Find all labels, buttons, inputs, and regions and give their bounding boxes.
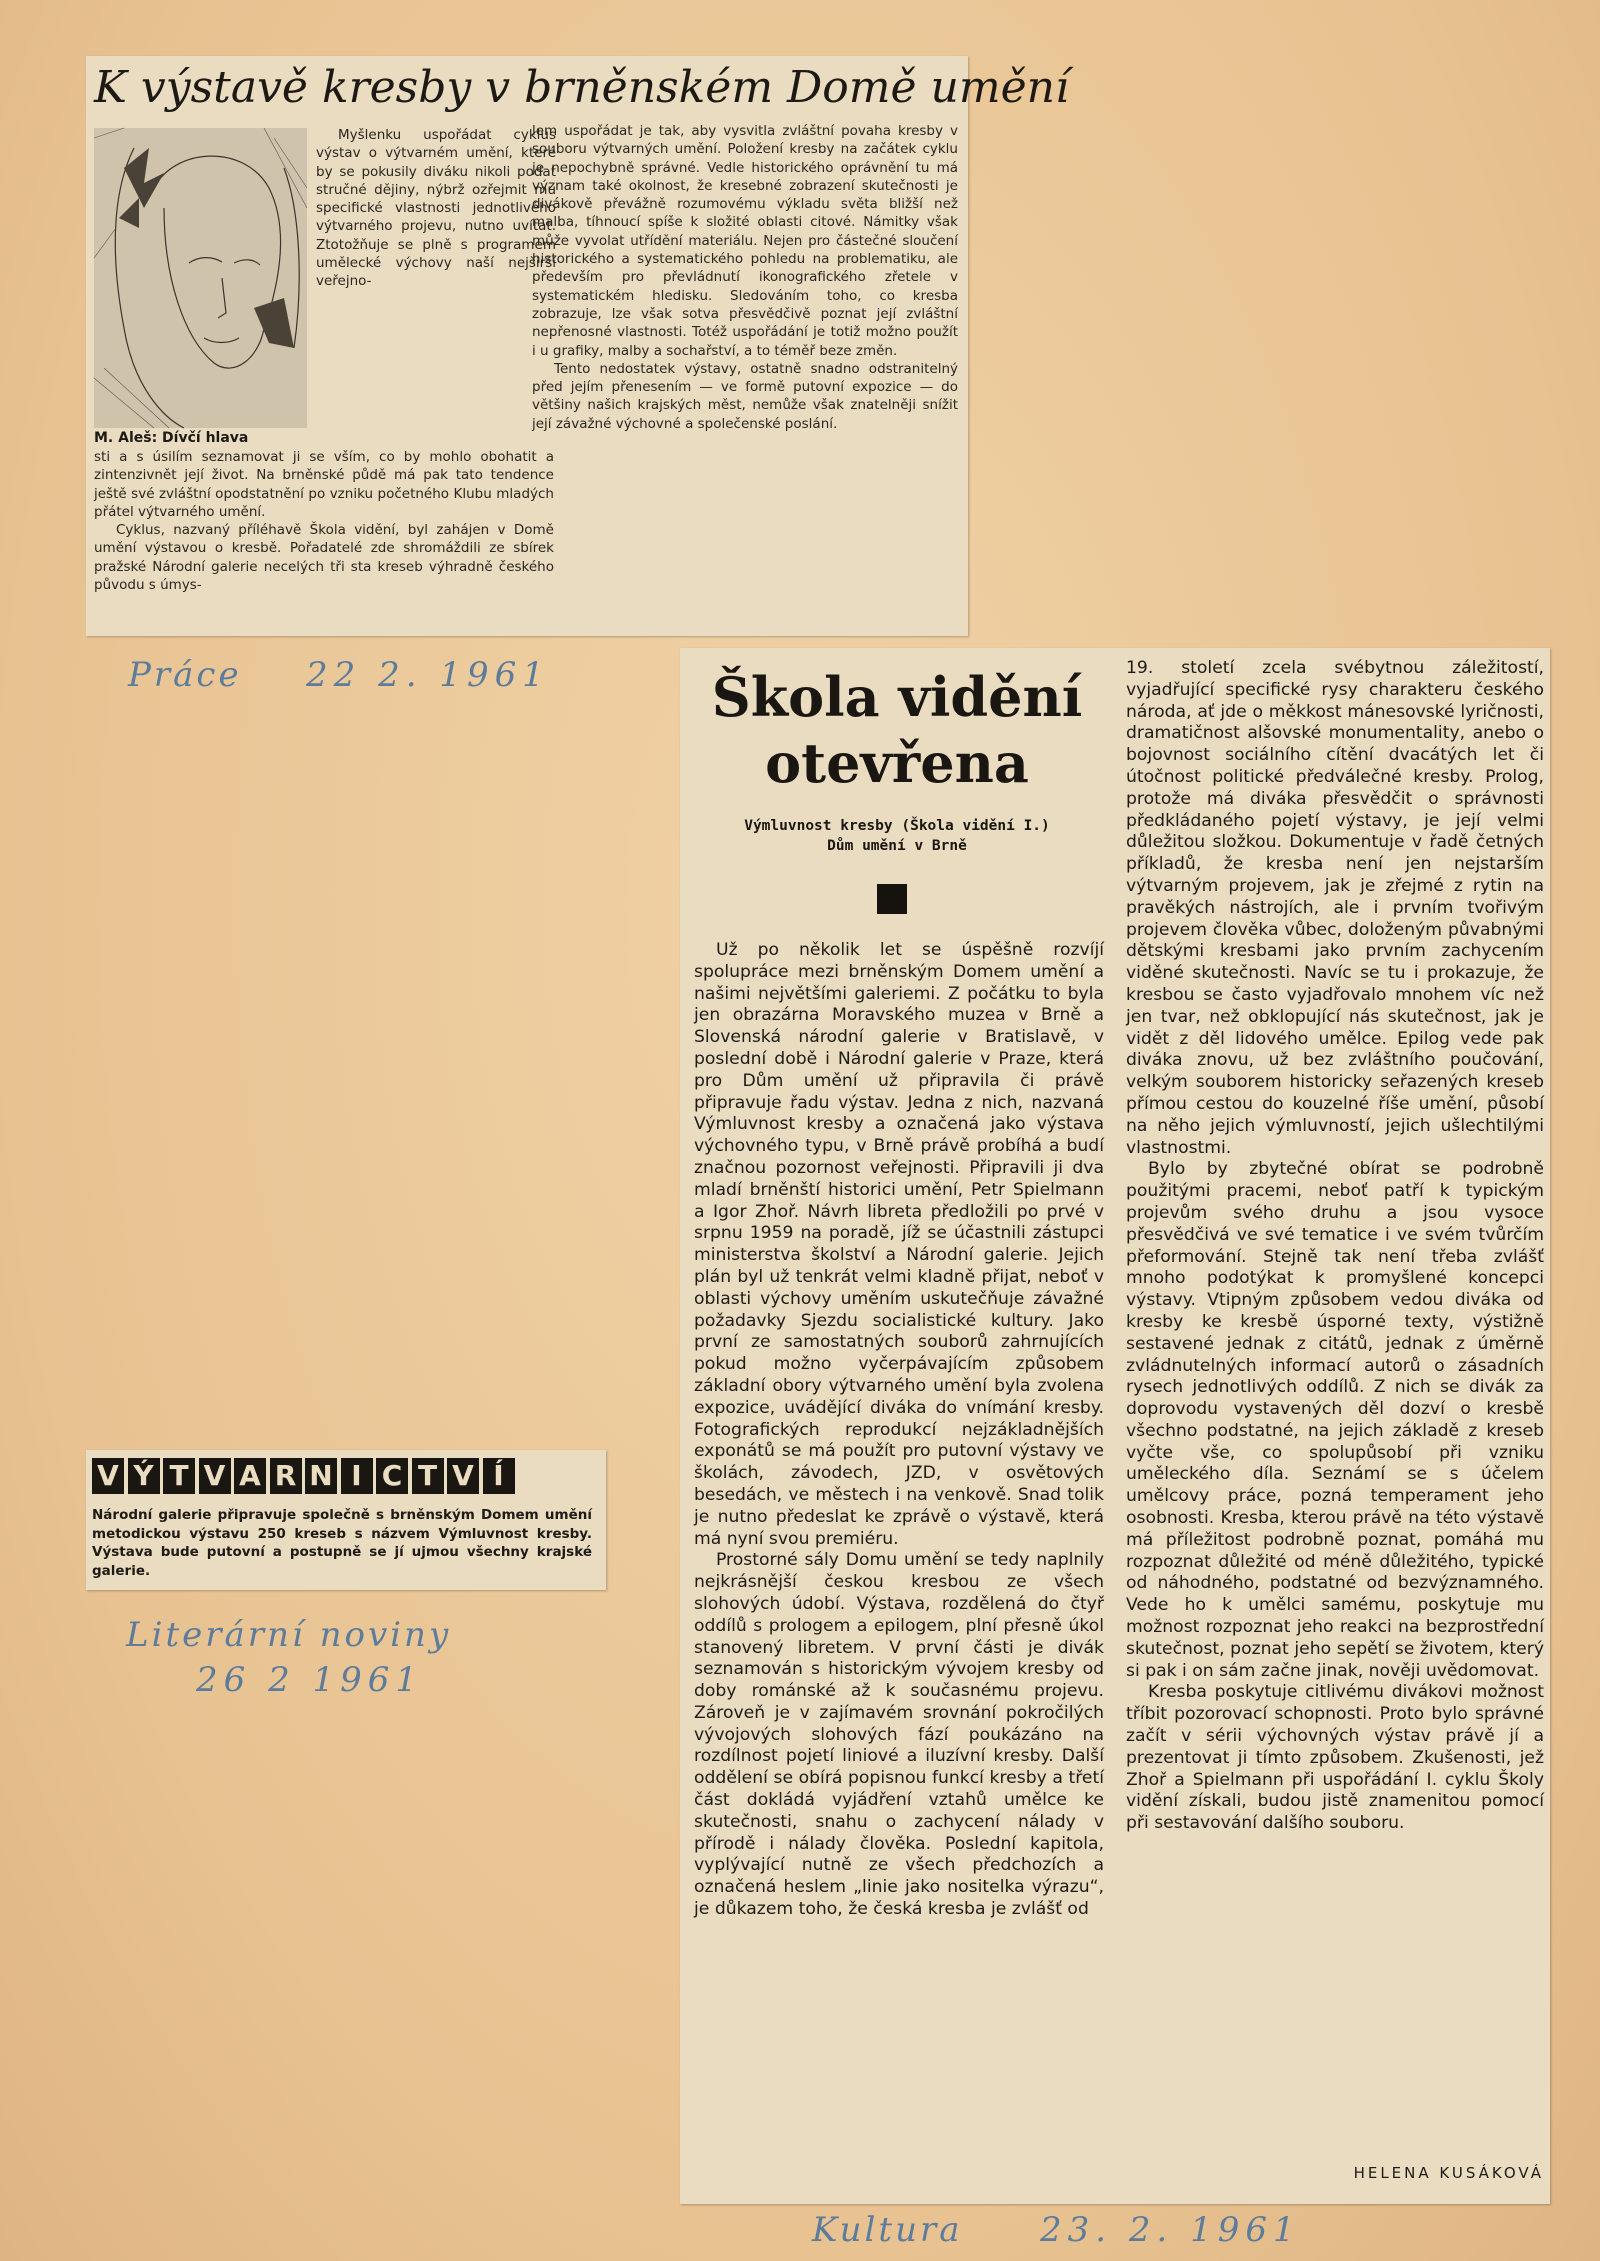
paragraph: 19. století zcela svébytnou záležitostí, vyjadřující specifické rysy charakteru českého národa, ať jde o měkkost mánesovské lyričnosti, dramatičnost alšovské monumentality, anebo o bojovnost sociálního cítění dvacátých let či útočnost politické předválečné kresby. Prolog, protože má diváka přesvědčit o správnosti předkládaného pojetí výstavy, je její velmi důležitou složkou. Dokumentuje v řadě četných příkladů, že kresba není jen nejstarším výtvarným projevem, jak je zřejmé z rytin na pravěkých nástrojích, ale i prvním tvořivým projevem člověka vůbec, doloženým půvabnými dětskými kresbami jako prvním zachycením viděné skutečnosti. Navíc se tu i prokazuje, že kresbou se často vyjadřovalo mnohem víc než jen tvar, než obklopující nás skutečnost, jak je vidět z děl lidového umělce. Epilog vede pak diváka znovu, už bez zvláštního poučování, velkým souborem historicky seřazených kreseb přímou cestou do kouzelné říše umění, působí na něho jejich výmluvností, jejich ušlechtilými vlastnostmi. <box>1126 658 1544 1158</box>
paragraph: Prostorné sály Domu umění se tedy naplnily nejkrásnější českou kresbou ze všech slohových údobí. Výstava, rozdělená do čtyř oddílů s prologem a epilogem, plní přesně úkol stanovený libretem. V první části je divák seznamován s historickým vývojem kresby od doby románské až k současnému projevu. Zároveň je v zajímavém srovnání pokročilých vývojových slohových fází poukázáno na rozdílnost pojetí liniové a iluzívní kresby. Další oddělení se obírá popisnou funkcí kresby a třetí část dokládá vyjádření vztahů umělce ke skutečnosti, snahu o zachycení nálady v přírodě i nálady člověka. Poslední kapitola, vyplývající nutně ze všech předchozích a označená heslem „linie jako nositelka výrazu“, je důkazem toho, že česká kresba je zvlášť od <box>694 1550 1104 1920</box>
clipping-kultura <box>680 648 1550 2204</box>
heading-letter: Í <box>483 1458 515 1494</box>
article-column-1 <box>694 940 1104 2196</box>
article-column-1-lower <box>94 448 554 630</box>
author-signature: HELENA KUSÁKOVÁ <box>1353 2164 1544 2182</box>
heading-letter: N <box>305 1458 337 1494</box>
heading-letter: I <box>341 1458 373 1494</box>
handwritten-source-literarni-noviny: Literární noviny <box>126 1615 452 1655</box>
clipping-prace <box>86 56 1070 636</box>
section-heading <box>92 1458 518 1498</box>
image-caption: M. Aleš: Dívčí hlava <box>94 430 249 446</box>
article-column-1 <box>316 126 556 444</box>
paragraph: Cyklus, nazvaný příléhavě Škola vidění, byl zahájen v Domě umění výstavou o kresbě. Pořadatelé zde shromáždili ze sbírek pražské Národní galerie necelých tři sta kreseb výhradně českého původu s úmys- <box>94 522 554 594</box>
handwritten-date-kultura: 23. 2. 1961 <box>1040 2210 1301 2250</box>
article-column-2 <box>1126 658 1544 2164</box>
paragraph: Myšlenku uspořádat cyklus výstav o výtvarném umění, které by se pokusily diváku nikoli podat stručné dějiny, nýbrž ozřejmit mu specifické vlastnosti jednotlivého výtvarného projevu, nutno uvítat. Ztotožňuje se plně s programem umělecké výchovy naší nejširší veřejno- <box>316 127 556 290</box>
black-square-ornament <box>877 884 907 914</box>
handwritten-date-literarni-noviny: 26 2 1961 <box>196 1660 424 1700</box>
clipping-literarni-noviny <box>86 1450 606 1590</box>
notice-text: Národní galerie připravuje společně s brněnským Domem umění metodickou výstavu 250 kreseb s názvem Výmluvnost kresby. Výstava bude putovní a postupně se jí ujmou všechny krajské galerie. <box>92 1507 592 1579</box>
heading-letter: R <box>270 1458 302 1494</box>
heading-letter: A <box>234 1458 266 1494</box>
paragraph: lem uspořádat je tak, aby vysvitla zvláštní povaha kresby v souboru výtvarných umění. Položení kresby na začátek cyklu je nepochybně správné. Vedle historického oprávnění tu má význam také okolnost, že kresebné zobrazení skutečnosti je divákově převážně rozumovému výkladu světa bližší než malba, tíhnoucí spíše k složité oblasti citové. Námitky však může vyvolat utřídění materiálu. Nejen pro částečné sloučení historického a systematického pohledu na problematiku, ale především pro převládnutí ikonografického zřetele v systematickém hledisku. Sledováním toho, co kresba zobrazuje, lze však sotva přesvědčivě poznat její zvláštní nepřenosné vlastnosti. Totéž uspořádání je totiž možno použít i u grafiky, malby a sochařství, a to téměř beze změn. <box>532 123 958 359</box>
paragraph: Kresba poskytuje citlivému divákovi možnost tříbit pozorovací schopnosti. Proto bylo správné začít v sérii výchovných výstav právě jí a prezentovat ji tímto způsobem. Zkušenosti, jež Zhoř a Spielmann při uspořádání I. cyklu Školy vidění získali, budou jistě znamenitou pomocí při sestavování dalšího souboru. <box>1126 1682 1544 1834</box>
heading-letter: V <box>447 1458 479 1494</box>
subtitle-line: Výmluvnost kresby (Škola vidění I.) <box>744 818 1050 834</box>
title-line: otevřena <box>765 731 1029 795</box>
heading-letter: V <box>199 1458 231 1494</box>
article-subtitle <box>684 816 1110 856</box>
paragraph: Tento nedostatek výstavy, ostatně snadno odstranitelný před jejím přenesením — ve formě putovní expozice — do většiny našich krajských měst, nemůže však znatelněji snížit její závažné výchovné a společenské poslání. <box>532 360 958 432</box>
heading-letter: Ý <box>128 1458 160 1494</box>
handwritten-date-prace: 22 2. 1961 <box>306 655 550 695</box>
article-title <box>684 664 1110 796</box>
article-column-2 <box>532 122 958 636</box>
handwritten-source-kultura: Kultura <box>812 2210 963 2250</box>
heading-letter: V <box>92 1458 124 1494</box>
heading-letter: T <box>412 1458 444 1494</box>
heading-letter: T <box>163 1458 195 1494</box>
paragraph: Už po několik let se úspěšně rozvíjí spolupráce mezi brněnským Domem umění a našimi největšími galeriemi. Z počátku to byla jen obrazárna Moravského muzea v Brně a Slovenská národní galerie v Bratislavě, v poslední době i Národní galerie v Praze, která pro Dům umění už připravila či právě připravuje řadu výstav. Jedna z nich, nazvaná Výmluvnost kresby a označená jako výstava výchovného typu, v Brně právě probíhá a budí značnou pozornost veřejnosti. Připravili ji dva mladí brněnští historici umění, Petr Spielmann a Igor Zhoř. Návrh libreta předložili po prvé v srpnu 1959 na poradě, jíž se účastnili zástupci ministerstva školství a Národní galerie. Jejich plán byl už tenkrát velmi kladně přijat, neboť v oblasti výchovy uměním uskutečňuje závažné požadavky Sjezdu socialistické kultury. Jako první ze samostatných souborů zahrnujících pokud možno vyčerpávajícím způsobem základní obory výtvarného umění byla zvolena expozice, uvádějící diváka do vnímání kresby. Fotografických reprodukcí nejzákladnějších exponátů se má použít pro putovní výstavy ve školách, závodech, JZD, v osvětových besedách, ve městech i na venkově. Snad tolik je nutno předeslat ke zprávě o výstavě, která má nyní svou premiéru. <box>694 940 1104 1549</box>
paragraph: sti a s úsilím seznamovat ji se vším, co by mohlo obohatit a zintenzivnět její život. Na brněnské půdě má pak tato tendence ještě své zvláštní opodstatnění po vzniku početného Klubu mladých přátel výtvarného umění. <box>94 449 554 520</box>
article-headline: K výstavě kresby v brněnském Domě umění <box>94 62 1070 113</box>
subtitle-line: Dům umění v Brně <box>827 838 967 854</box>
heading-letter: C <box>376 1458 408 1494</box>
handwritten-source-prace: Práce <box>128 655 242 695</box>
paragraph: Bylo by zbytečné obírat se podrobně použitými pracemi, neboť patří k typickým projevům svého druhu a jsou vysoce přesvědčivá ve své tematice i ve svém tvůrčím přeformování. Stejně tak není třeba zvlášť mnoho podotýkat k promyšlené koncepci výstavy. Vtipným způsobem vedou diváka od kresby ke kresbě úsporné texty, výstižně sestavené jednak z citátů, jednak z úměrně zvládnutelných informací autorů o zásadních rysech jednotlivých oddílů. Z nich se divák za doprovodu vystavených děl dozví o kresbě všechno podstatné, na jejich základě z kreseb vyčte vše, co spolupůsobí při vzniku uměleckého díla. Seznámí se s účelem umělcovy práce, pozná temperament jeho osobnosti. Kresba, kterou právě na této výstavě má příležitost podrobně poznat, pomáhá mu rozpoznat důležité od méně důležitého, typické od náhodného, podstatné od bezvýznamného. Vede ho k umělci samému, poskytuje mu možnost rozpoznat jeho reakci na bezprostřední skutečnost, poznat jeho sepětí se životem, který si pak i on sám začne jinak, nověji uvědomovat. <box>1126 1159 1544 1681</box>
title-line: Škola vidění <box>711 665 1083 729</box>
portrait-illustration <box>94 128 307 428</box>
